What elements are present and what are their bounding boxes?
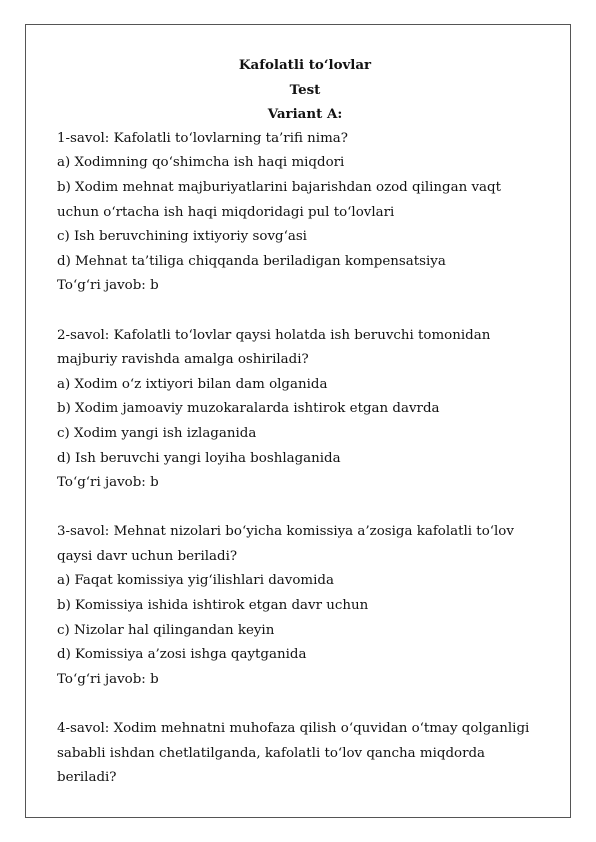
answer-option: b) Xodim mehnat majburiyatlarini bajarishdan ozod qilingan vaqt [57, 179, 501, 195]
answer-option: d) Ish beruvchi yangi loyiha boshlaganida [57, 450, 341, 466]
questions-list [57, 127, 557, 791]
correct-answer: To‘g‘ri javob: b [57, 278, 159, 294]
question-block-1 [57, 127, 557, 299]
document-title: Kafolatli to‘lovlar [238, 57, 372, 73]
question-text: 3-savol: Mehnat nizolari bo‘yicha komissiya a’zosiga kafolatli to‘lov [57, 524, 514, 540]
question-text: 2-savol: Kafolatli to‘lovlar qaysi holatda ish beruvchi tomonidan [57, 327, 491, 343]
question-block-2 [57, 324, 557, 496]
answer-option: uchun o‘rtacha ish haqi miqdoridagi pul to‘lovlari [57, 204, 395, 220]
answer-option: a) Xodimning qo‘shimcha ish haqi miqdori [57, 155, 345, 171]
question-block-3 [57, 520, 557, 692]
answer-option: b) Xodim jamoaviy muzokaralarda ishtirok etgan davrda [57, 401, 440, 417]
answer-option: b) Komissiya ishida ishtirok etgan davr uchun [57, 598, 369, 614]
answer-option: a) Faqat komissiya yig‘ilishlari davomida [57, 573, 334, 589]
answer-option: a) Xodim o‘z ixtiyori bilan dam olganida [57, 376, 328, 392]
correct-answer: To‘g‘ri javob: b [57, 475, 159, 491]
document-subtitle: Test [289, 81, 321, 98]
question-spacer [57, 299, 557, 324]
answer-option: c) Xodim yangi ish izlaganida [57, 425, 257, 441]
question-spacer [57, 692, 557, 717]
question-text: beriladi? [57, 770, 117, 786]
question-spacer [57, 496, 557, 521]
answer-option: d) Komissiya a’zosi ishga qaytganida [57, 647, 307, 663]
answer-option: d) Mehnat ta’tiliga chiqqanda beriladigan kompensatsiya [57, 253, 446, 269]
question-text: majburiy ravishda amalga oshiriladi? [57, 352, 309, 368]
correct-answer: To‘g‘ri javob: b [57, 671, 159, 687]
document-content [57, 53, 557, 791]
question-text: 4-savol: Xodim mehnatni muhofaza qilish o‘quvidan o‘tmay qolganligi [57, 721, 530, 737]
question-text: sababli ishdan chetlatilganda, kafolatli to‘lov qancha miqdorda [57, 745, 486, 761]
answer-option: c) Nizolar hal qilingandan keyin [57, 622, 275, 638]
question-block-4 [57, 717, 557, 791]
variant-label: Variant A: [267, 106, 343, 123]
answer-option: c) Ish beruvchining ixtiyoriy sovg‘asi [57, 229, 307, 245]
question-text: 1-savol: Kafolatli to‘lovlarning ta’rifi nima? [57, 130, 348, 146]
question-text: qaysi davr uchun beriladi? [57, 548, 238, 564]
